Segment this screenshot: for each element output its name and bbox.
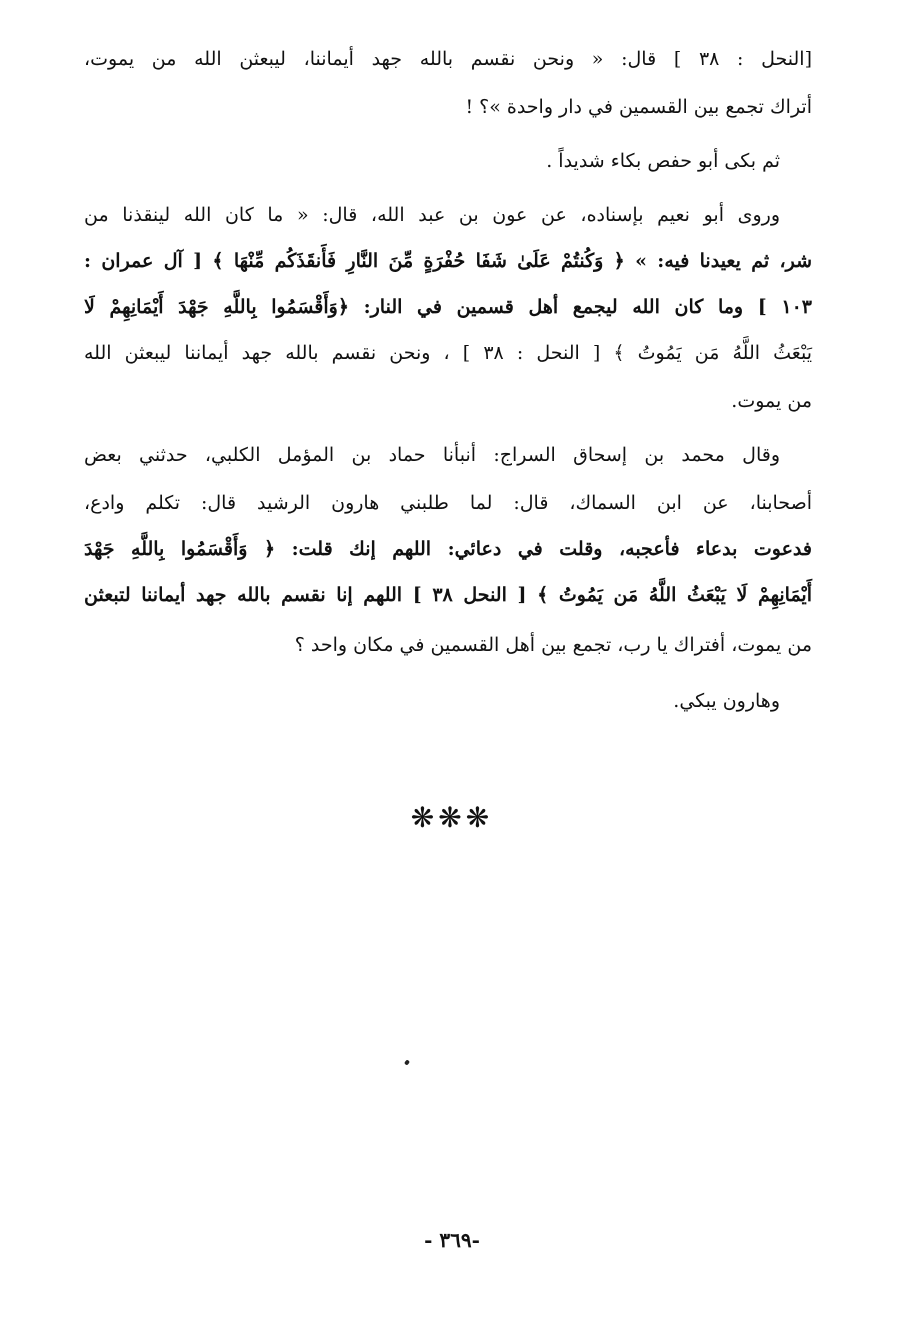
text-line-p3-l4: يَبْعَثُ اللَّهُ مَن يَمُوتُ ﴾ [ النحل : ٣٨ ] ، ونحن نقسم بالله جهد أيماننا ليبعثن الله (84, 342, 812, 364)
text-line-p3-l2: شر، ثم يعيدنا فيه: » ﴿ وَكُنتُمْ عَلَىٰ شَفَا حُفْرَةٍ مِّنَ النَّارِ فَأَنقَذَكُم مِّنْهَا ﴾ [ آل عمران : (84, 250, 812, 272)
text-line-p4-l3: فدعوت بدعاء فأعجبه، وقلت في دعائي: اللهم إنك قلت: ﴿ وَأَقْسَمُوا بِاللَّهِ جَهْدَ (84, 538, 812, 560)
text-line-p1-l1: [النحل : ٣٨ ] قال: « ونحن نقسم بالله جهد أيماننا، ليبعثن الله من يموت، (84, 48, 812, 70)
stray-print-mark (404, 1059, 410, 1065)
text-line-p4-l5: من يموت، أفتراك يا رب، تجمع بين أهل القسمين في مكان واحد ؟ (294, 634, 812, 656)
text-line-p5-l1: وهارون يبكي. (673, 690, 780, 712)
section-separator-asterisks: ❋❋❋ (410, 801, 494, 834)
text-line-p2-l1: ثم بكى أبو حفص بكاء شديداً . (546, 150, 780, 172)
text-line-p3-l3: ١٠٣ ] وما كان الله ليجمع أهل قسمين في النار: ﴿وَأَقْسَمُوا بِاللَّهِ جَهْدَ أَيْمَانِهِمْ لَا (84, 296, 812, 318)
text-line-p1-l2: أتراك تجمع بين القسمين في دار واحدة »؟ ! (465, 96, 812, 118)
text-line-p4-l1: وقال محمد بن إسحاق السراج: أنبأنا حماد بن المؤمل الكلبي، حدثني بعض (84, 444, 780, 466)
text-line-p4-l2: أصحابنا، عن ابن السماك، قال: لما طلبني هارون الرشيد قال: تكلم وادع، (84, 492, 812, 514)
text-line-p4-l4: أَيْمَانِهِمْ لَا يَبْعَثُ اللَّهُ مَن يَمُوتُ ﴾ [ النحل ٣٨ ] اللهم إنا نقسم بالله جهد أيماننا لتبعثن (84, 584, 813, 606)
text-line-p3-l5: من يموت. (731, 390, 812, 412)
text-line-p3-l1: وروى أبو نعيم بإسناده، عن عون بن عبد الله، قال: « ما كان الله لينقذنا من (84, 204, 780, 226)
page-number: - ٣٦٩- (424, 1228, 480, 1252)
